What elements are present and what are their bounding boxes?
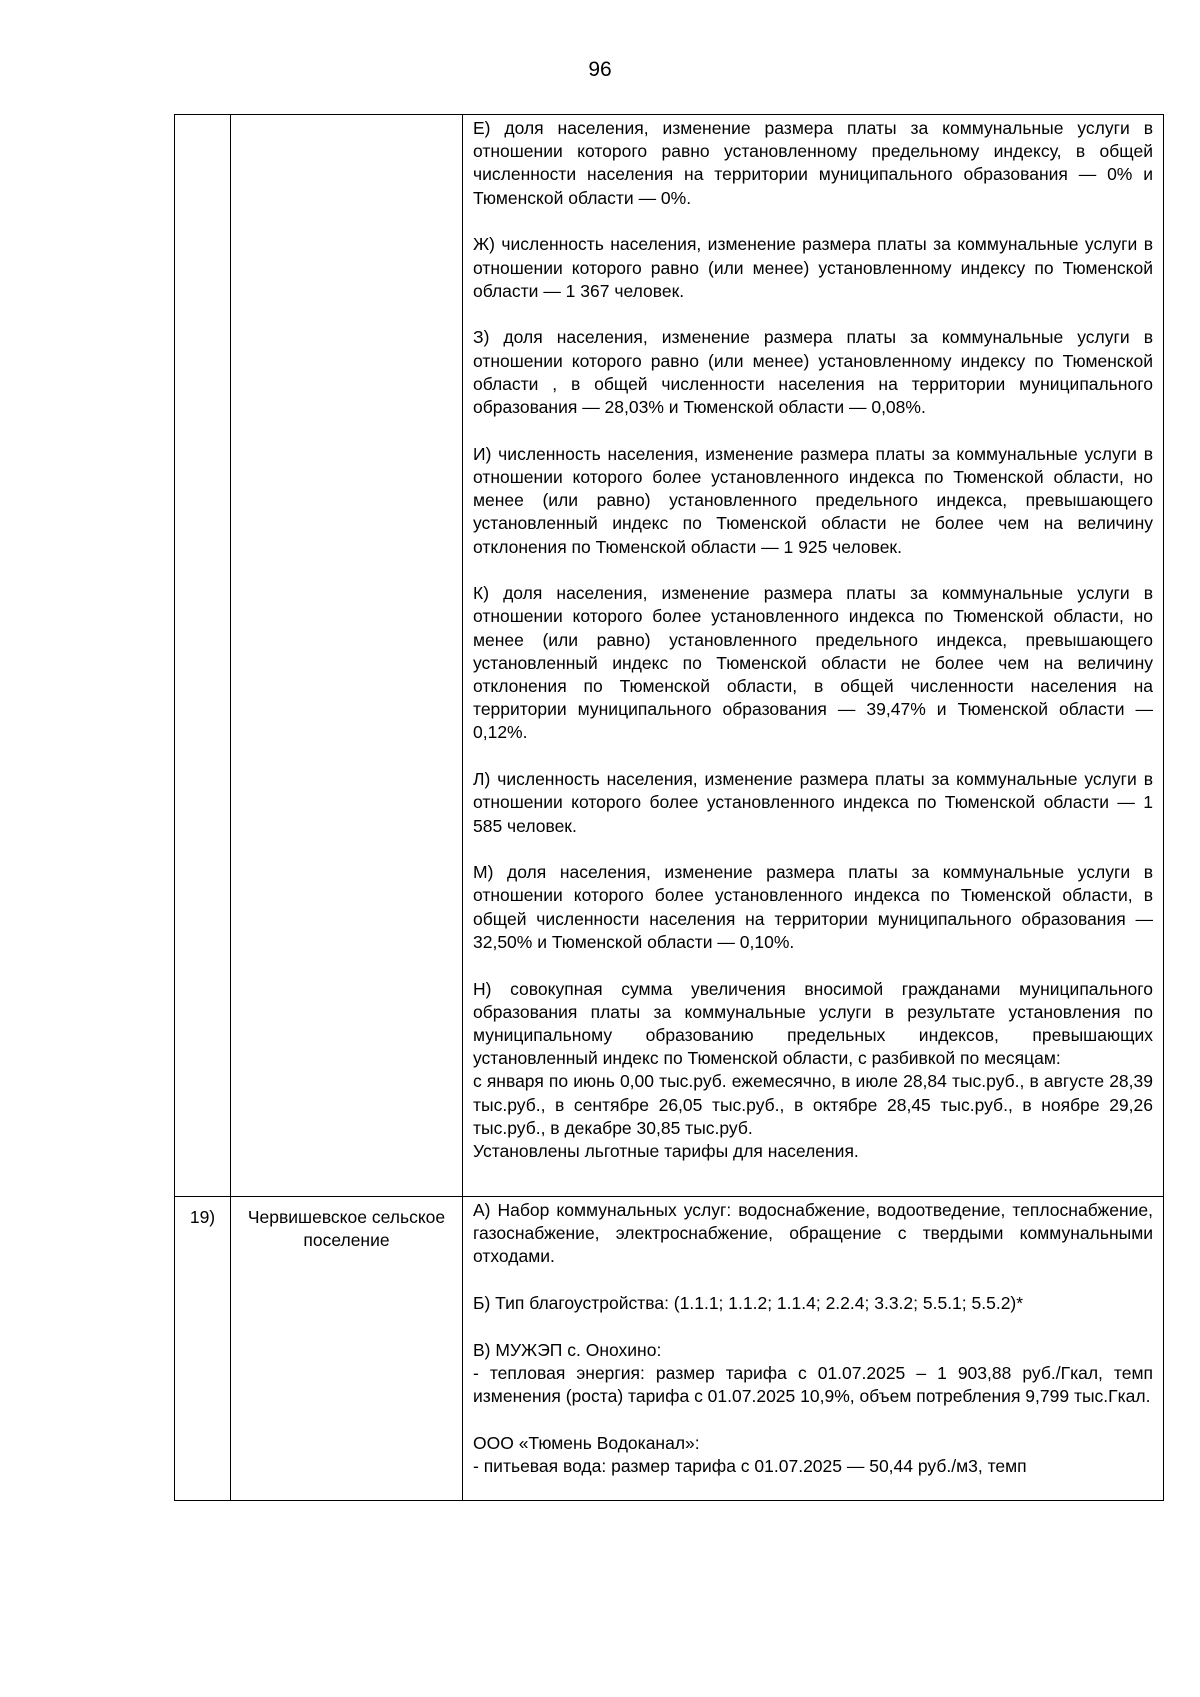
paragraph-z: З) доля населения, изменение размера платы за коммунальные услуги в отношении которого равно (или менее) установленному индексу по Тюменской области , в общей численности населения на территории муниципального образования — 28,03% и Тюменской области — 0,08%. [473, 327, 1153, 418]
paragraph-k: К) доля населения, изменение размера платы за коммунальные услуги в отношении которого более установленного индекса по Тюменской области, но менее (или равно) установленного предельного индекса, превышающего установленный индекс по Тюменской области не более чем на величину отклонения по Тюменской области, в общей численности населения на территории муниципального образования — 39,47% и Тюменской области — 0,12%. [473, 583, 1153, 743]
indicator-text-cell [463, 1197, 1164, 1501]
indicator-text-cell [463, 115, 1164, 1197]
municipality-name-cell [231, 115, 463, 1197]
paragraph-b: Б) Тип благоустройства: (1.1.1; 1.1.2; 1.1.4; 2.2.4; 3.3.2; 5.5.1; 5.5.2)* [473, 1293, 1024, 1314]
row-number-cell [175, 115, 231, 1197]
table-row [175, 115, 1164, 1197]
paragraph-a: А) Набор коммунальных услуг: водоснабжение, водоотведение, теплоснабжение, газоснабжение, электроснабжение, обращение с твердыми коммунальными отходами. [473, 1200, 1153, 1267]
municipality-name-cell: Червишевское сельское поселение [231, 1197, 463, 1501]
paragraph-v: В) МУЖЭП с. Онохино: - тепловая энергия: размер тарифа с 01.07.2025 – 1 903,88 руб./Гкал, темп изменения (роста) тарифа с 01.07.2025 10,9%, объем потребления 9,799 тыс.Гкал. [473, 1339, 1153, 1407]
paragraph-i: И) численность населения, изменение размера платы за коммунальные услуги в отношении которого более установленного индекса по Тюменской области, но менее (или равно) установленного предельного индекса, превышающего установленный индекс по Тюменской области не более чем на величину отклонения по Тюменской области — 1 925 человек. [473, 443, 1153, 557]
paragraph-n: Н) совокупная сумма увеличения вносимой гражданами муниципального образования платы за коммунальные услуги в результате установления по муниципальному образованию предельных индексов, превышающих установленный индекс по Тюменской области, с разбивкой по месяцам: с января по июнь 0,00 тыс.руб. ежемесячно, в июле 28,84 тыс.руб., в августе 28,39 тыс.руб., в сентябре 26,05 тыс.руб., в октябре 28,45 тыс.руб., в ноябре 29,26 тыс.руб., в декабре 30,85 тыс.руб. Установлены льготные тарифы для населения. [473, 978, 1153, 1162]
paragraph-zh: Ж) численность населения, изменение размера платы за коммунальные услуги в отношении которого равно (или менее) установленному индексу по Тюменской области — 1 367 человек. [473, 234, 1153, 301]
paragraph-m: М) доля населения, изменение размера платы за коммунальные услуги в отношении которого более установленного индекса по Тюменской области, в общей численности населения на территории муниципального образования — 32,50% и Тюменской области — 0,10%. [473, 862, 1153, 952]
paragraph-l: Л) численность населения, изменение размера платы за коммунальные услуги в отношении которого более установленного индекса по Тюменской области — 1 585 человек. [473, 769, 1153, 836]
document-table [174, 114, 1164, 1501]
paragraph-vodokanal: ООО «Тюмень Водоканал»: - питьевая вода: размер тарифа с 01.07.2025 — 50,44 руб./м3, темп [473, 1432, 1027, 1477]
row-number-cell: 19) [175, 1197, 231, 1501]
page-number: 96 [588, 58, 612, 81]
paragraph-e: Е) доля населения, изменение размера платы за коммунальные услуги в отношении которого равно установленному предельному индексу, в общей численности населения на территории муниципального образования — 0% и Тюменской области — 0%. [473, 118, 1153, 208]
table-row [175, 1197, 1164, 1501]
